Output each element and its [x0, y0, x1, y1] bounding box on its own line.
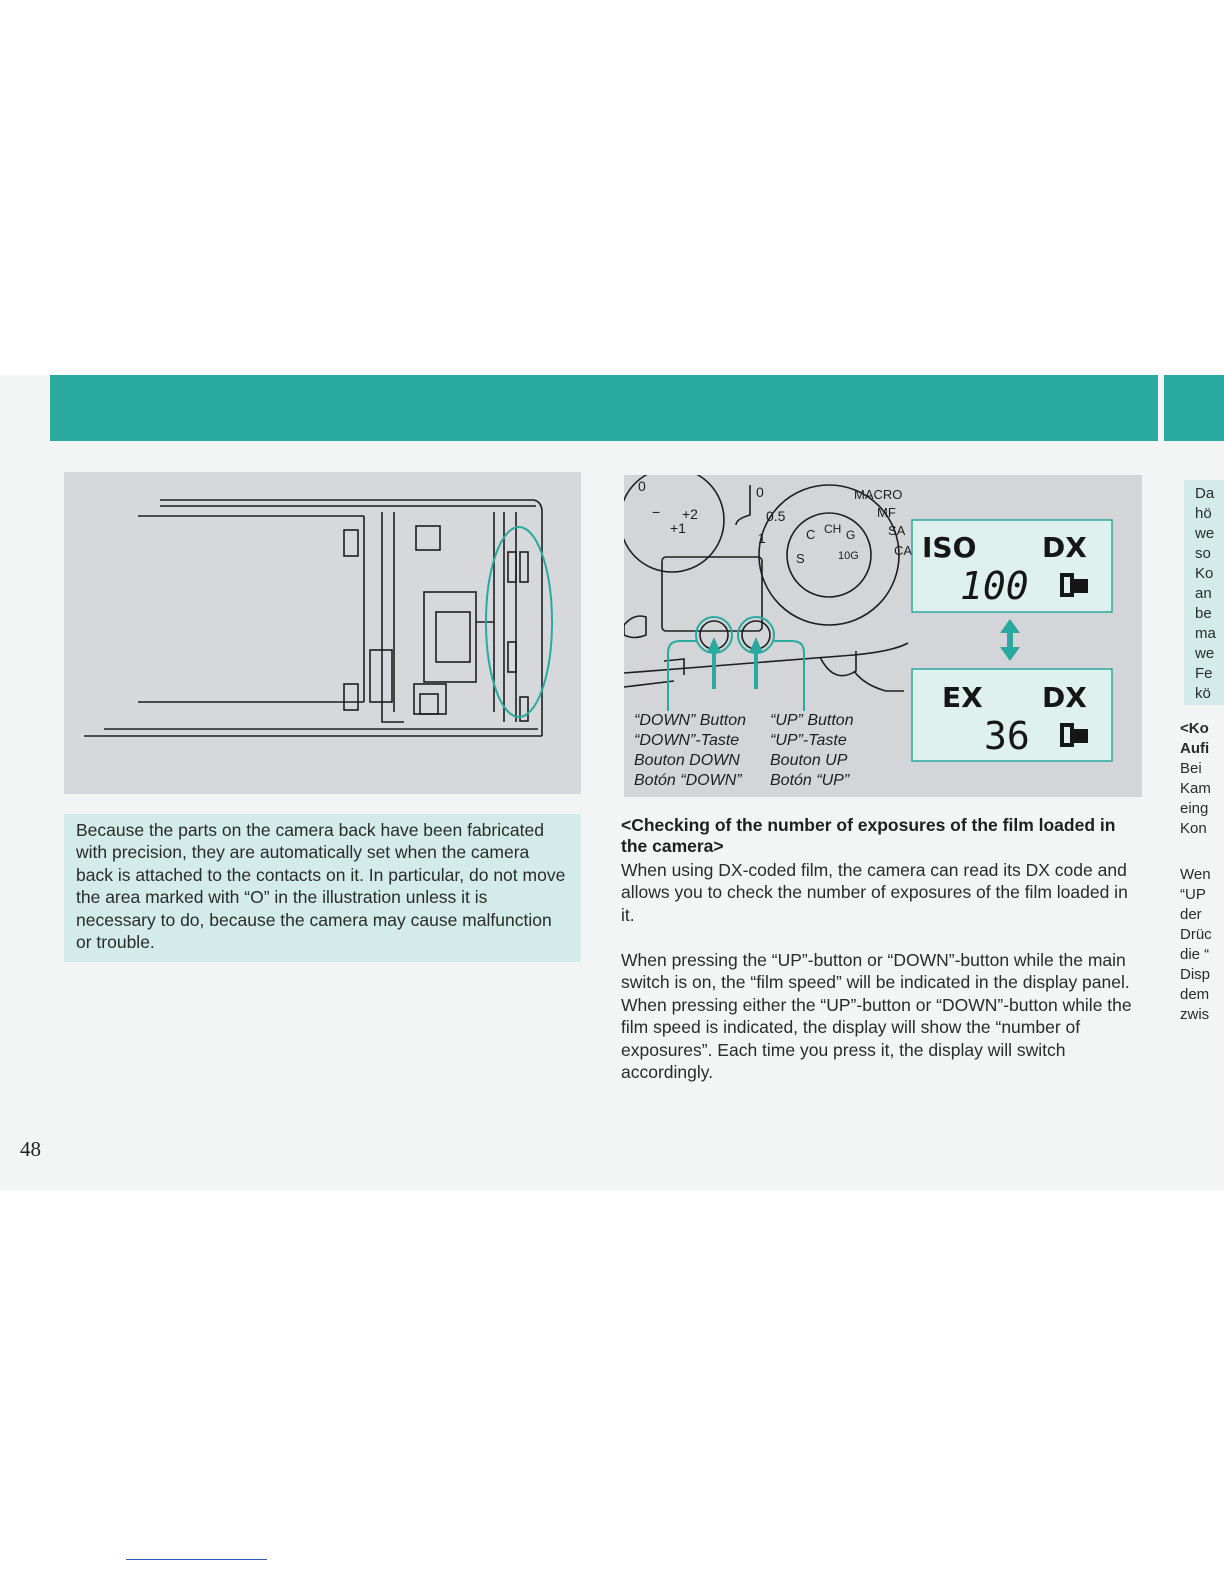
dial-minus: − — [652, 504, 661, 520]
up-label-es: Botón “UP” — [770, 772, 850, 789]
paragraph-dx-code — [621, 859, 1146, 926]
dial-one: 1 — [758, 530, 766, 546]
side-text-line: zwis — [1180, 1006, 1210, 1023]
lcd-film-speed-value: 100 — [960, 564, 1029, 608]
camera-back-illustration — [64, 472, 581, 794]
paragraph-button-usage-text: When pressing the “UP”-button or “DOWN”-button while the main switch is on, the “film speed” will be indicated in the display panel. When pressing either the “UP”-button or “DOWN”-button while the film speed is indicated, the display will show the “number of exposures”. Each time you press it, the display will switch accordingly. — [621, 950, 1132, 1083]
side-box-line: we — [1195, 645, 1215, 662]
lcd-film-speed — [912, 520, 1112, 612]
dial-plus2: +2 — [682, 506, 698, 522]
lcd-exposure-count — [912, 669, 1112, 761]
header-band-next-page — [1164, 375, 1224, 441]
side-text-line: Kon — [1180, 820, 1207, 837]
side-heading-line: <Ko — [1180, 720, 1209, 737]
page-number: 48 — [20, 1137, 41, 1161]
caution-note — [64, 814, 581, 962]
lcd-exposure-value: 36 — [984, 714, 1030, 758]
side-box-line: we — [1195, 525, 1215, 542]
lcd-ex-label: EX — [942, 681, 983, 714]
down-label-fr: Bouton DOWN — [634, 752, 740, 769]
dial-plus1: +1 — [670, 520, 686, 536]
down-button-arrow — [707, 637, 721, 689]
next-page-note-box — [1184, 480, 1224, 705]
side-box-line: an — [1195, 585, 1212, 602]
down-label-es: Botón “DOWN” — [634, 772, 742, 789]
camera-back-drawing — [64, 472, 581, 794]
side-box-line: hö — [1195, 505, 1212, 522]
dial-zero-left: 0 — [638, 478, 646, 494]
side-box-line: Da — [1195, 485, 1215, 502]
side-text-line: dem — [1180, 986, 1210, 1003]
dial-s: S — [796, 551, 805, 566]
lcd-iso-label: ISO — [922, 531, 977, 564]
up-label-fr: Bouton UP — [770, 752, 848, 769]
paragraph-dx-code-text: When using DX-coded film, the camera can read its DX code and allows you to check the number of exposures of the film loaded in it. — [621, 860, 1128, 925]
side-box-line: Ko — [1195, 565, 1214, 582]
side-box-line: kö — [1195, 685, 1211, 702]
side-heading-line: Aufi — [1180, 740, 1210, 757]
side-text-line: “UP — [1180, 886, 1206, 903]
side-text-line: der — [1180, 906, 1202, 923]
side-box-line: so — [1195, 545, 1211, 562]
up-label-de: “UP”-Taste — [770, 732, 847, 749]
dial-mf: MF — [877, 505, 896, 520]
footnote-rule — [126, 1559, 267, 1560]
paragraph-button-usage — [621, 949, 1146, 1083]
section-heading: <Checking of the number of exposures of the film loaded in the camera> — [621, 815, 1116, 856]
down-label-en: “DOWN” Button — [634, 712, 747, 729]
dial-c: C — [806, 527, 816, 542]
camera-top-drawing — [624, 475, 1142, 797]
side-text-line: Disp — [1180, 966, 1211, 983]
side-text-line: Bei — [1180, 760, 1202, 777]
side-box-line: be — [1195, 605, 1212, 622]
next-page-column — [1176, 480, 1224, 1180]
dial-10g: 10G — [838, 550, 859, 562]
side-text-line: die “ — [1180, 946, 1210, 963]
button-and-display-illustration — [624, 475, 1142, 797]
dial-half: 0.5 — [766, 508, 786, 524]
dial-zero: 0 — [756, 484, 764, 500]
side-box-line: Fe — [1195, 665, 1213, 682]
dial-g: G — [846, 528, 856, 542]
up-label-en: “UP” Button — [770, 712, 854, 729]
side-text-line: Wen — [1180, 866, 1211, 883]
lcd-dx-label-bottom: DX — [1042, 681, 1087, 714]
side-text-line: Kam — [1180, 780, 1211, 797]
side-text-line: Drüc — [1180, 926, 1212, 943]
side-box-line: ma — [1195, 625, 1216, 642]
header-band — [50, 375, 1158, 441]
toggle-arrow-icon — [1000, 619, 1020, 661]
down-label-de: “DOWN”-Taste — [634, 732, 740, 749]
caution-note-text: Because the parts on the camera back have been fabricated with precision, they are automatically set when the camera back is attached to the contacts on it. In particular, do not move the area marked with “O” in the illustration unless it is necessary to do, because the camera may cause malfunction or trouble. — [76, 820, 566, 953]
lcd-dx-label-top: DX — [1042, 531, 1087, 564]
dial-ch: CH — [824, 522, 842, 536]
dial-ca: CA — [894, 543, 913, 558]
dial-sa: SA — [888, 523, 906, 538]
side-text-line: eing — [1180, 800, 1209, 817]
dial-macro: MACRO — [854, 487, 903, 502]
